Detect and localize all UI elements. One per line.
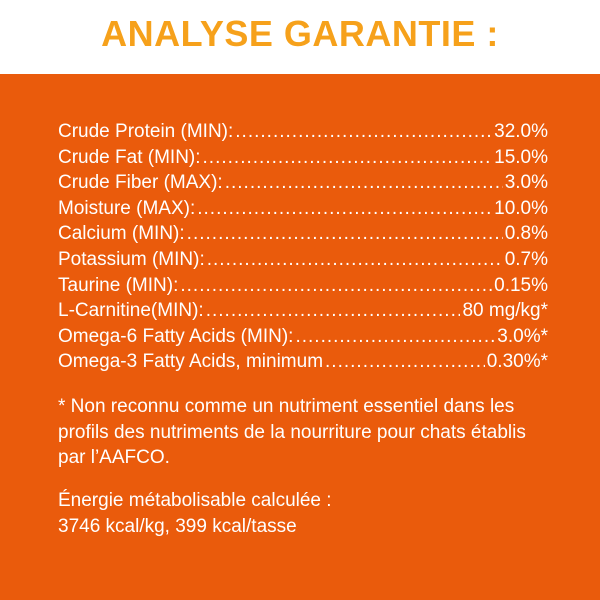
analysis-row-omega-6 <box>58 324 548 350</box>
leader-dots <box>295 324 495 350</box>
analysis-row-crude-fiber <box>58 170 548 196</box>
analysis-label: Crude Fat (MIN): <box>58 146 201 168</box>
analysis-label: Omega-3 Fatty Acids, minimum <box>58 351 324 373</box>
analysis-label: Crude Fiber (MAX): <box>58 172 223 194</box>
analysis-value: 3.0% <box>504 172 548 194</box>
leader-dots <box>197 196 492 222</box>
aafco-footnote: * Non reconnu comme un nutriment essentiel dans les profils des nutriments de la nourriture pour chats établis par l’AAFCO. <box>58 396 526 468</box>
analysis-value: 0.30%* <box>486 351 548 373</box>
analysis-label: Taurine (MIN): <box>58 274 179 296</box>
metabolizable-energy <box>58 488 558 539</box>
analysis-row-crude-protein <box>58 119 548 145</box>
analysis-row-crude-fat <box>58 145 548 171</box>
energy-values: 3746 kcal/kg, 399 kcal/tasse <box>58 515 297 537</box>
analysis-label: Moisture (MAX): <box>58 197 196 219</box>
analysis-list <box>58 119 548 375</box>
analysis-value: 80 mg/kg* <box>462 300 548 322</box>
leader-dots <box>203 145 493 171</box>
analysis-value: 15.0% <box>494 146 548 168</box>
leader-dots <box>235 119 492 145</box>
guaranteed-analysis-panel <box>0 74 600 600</box>
analysis-value: 0.15% <box>494 274 548 296</box>
leader-dots <box>207 247 503 273</box>
analysis-row-moisture <box>58 196 548 222</box>
analysis-label: Calcium (MIN): <box>58 223 185 245</box>
leader-dots <box>325 349 485 375</box>
analysis-value: 0.8% <box>504 223 548 245</box>
analysis-value: 10.0% <box>494 197 548 219</box>
analysis-row-l-carnitine <box>58 298 548 324</box>
analysis-label: Crude Protein (MIN): <box>58 121 234 142</box>
analysis-row-omega-3 <box>58 349 548 375</box>
leader-dots <box>187 221 503 247</box>
analysis-row-calcium <box>58 221 548 247</box>
analysis-value: 32.0% <box>494 121 548 142</box>
analysis-value: 0.7% <box>504 248 548 270</box>
analysis-value: 3.0%* <box>497 325 548 347</box>
header <box>0 0 600 74</box>
analysis-label: Potassium (MIN): <box>58 248 205 270</box>
analysis-row-potassium <box>58 247 548 273</box>
energy-heading: Énergie métabolisable calculée : <box>58 490 332 511</box>
analysis-row-taurine <box>58 273 548 299</box>
leader-dots <box>180 273 492 299</box>
page-title: ANALYSE GARANTIE : <box>101 13 499 54</box>
analysis-label: Omega-6 Fatty Acids (MIN): <box>58 325 294 347</box>
analysis-label: L-Carnitine(MIN): <box>58 300 204 322</box>
leader-dots <box>225 170 503 196</box>
leader-dots <box>206 298 461 324</box>
